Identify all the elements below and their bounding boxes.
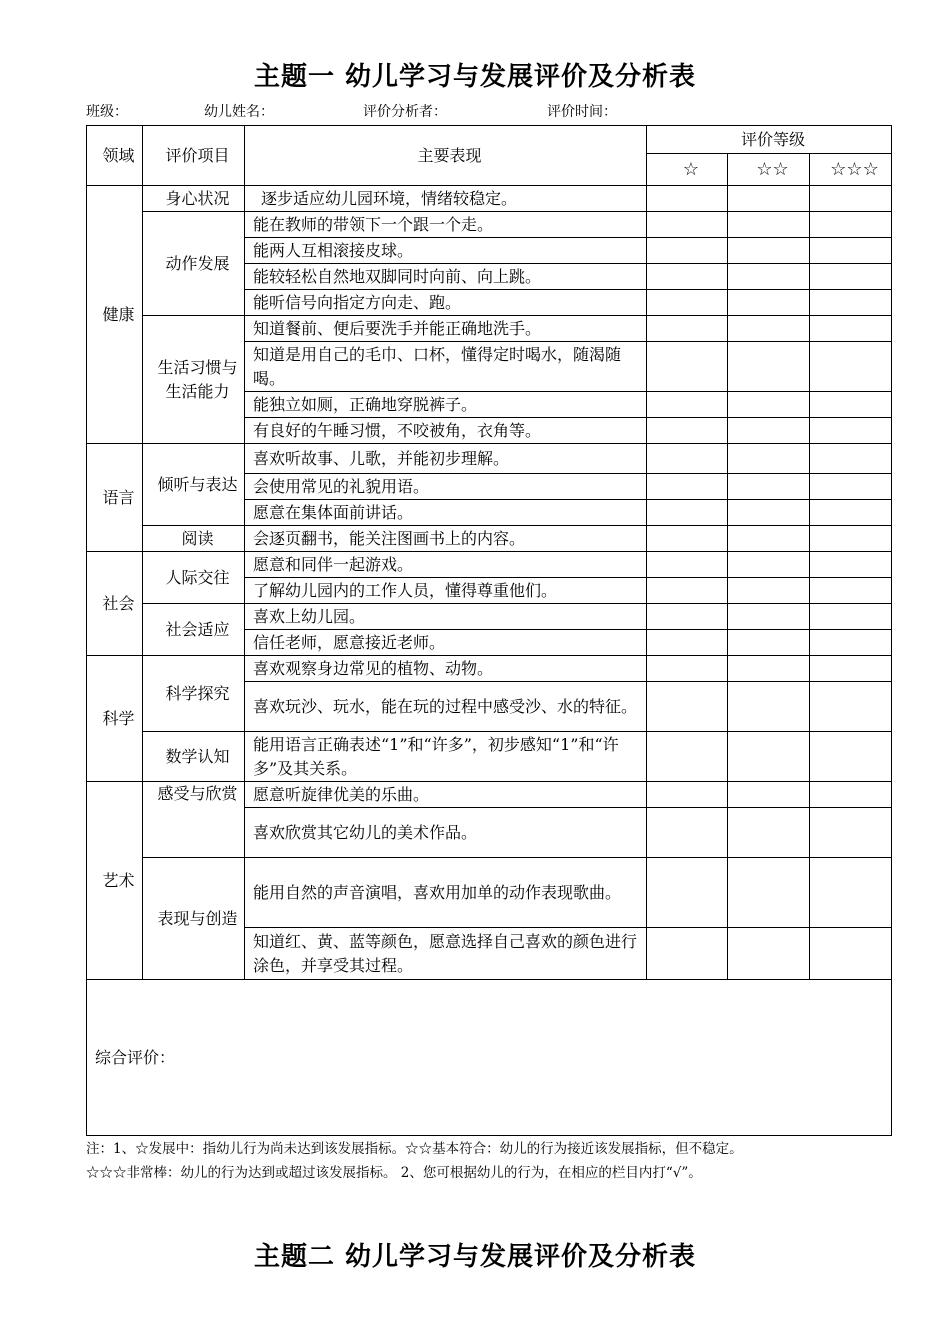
rating-cell[interactable] [810,316,892,342]
rating-cell[interactable] [810,656,892,682]
performance-cell: 知道餐前、便后要洗手并能正确地洗手。 [245,316,647,342]
rating-cell[interactable] [728,212,810,238]
rating-cell[interactable] [647,526,728,552]
performance-cell: 喜欢上幼儿园。 [245,604,647,630]
rating-cell[interactable] [647,682,728,732]
rating-cell[interactable] [647,858,728,928]
performance-cell: 喜欢玩沙、玩水，能在玩的过程中感受沙、水的特征。 [245,682,647,732]
performance-cell: 能较轻松自然地双脚同时向前、向上跳。 [245,264,647,290]
rating-cell[interactable] [810,500,892,526]
class-label: 班级： [86,104,128,120]
domain-health: 健康 [87,186,143,444]
evaluation-table [86,125,892,1136]
rating-cell[interactable] [810,444,892,474]
rating-cell[interactable] [728,630,810,656]
domain-science: 科学 [87,656,143,782]
rating-cell[interactable] [728,392,810,418]
rating-cell[interactable] [728,342,810,392]
rating-cell[interactable] [647,290,728,316]
rating-cell[interactable] [810,578,892,604]
rating-cell[interactable] [810,732,892,782]
rating-cell[interactable] [728,808,810,858]
rating-cell[interactable] [647,186,728,212]
item-express-create: 表现与创造 [143,858,245,980]
item-motor: 动作发展 [143,212,245,316]
rating-cell[interactable] [647,212,728,238]
item-interaction: 人际交往 [143,552,245,604]
rating-cell[interactable] [810,212,892,238]
rating-cell[interactable] [647,444,728,474]
rating-cell[interactable] [810,238,892,264]
performance-cell: 有良好的午睡习惯，不咬被角，衣角等。 [245,418,647,444]
rating-cell[interactable] [728,418,810,444]
header-item: 评价项目 [143,126,245,186]
rating-cell[interactable] [647,578,728,604]
rating-cell[interactable] [728,474,810,500]
page-title: 主题一 幼儿学习与发展评价及分析表 [253,62,697,92]
rating-cell[interactable] [810,418,892,444]
rating-cell[interactable] [647,418,728,444]
rating-cell[interactable] [810,474,892,500]
rating-cell[interactable] [647,392,728,418]
summary-cell[interactable]: 综合评价： [87,980,892,1136]
rating-cell[interactable] [647,474,728,500]
rating-cell[interactable] [728,858,810,928]
rating-cell[interactable] [728,578,810,604]
rating-cell[interactable] [647,238,728,264]
rating-cell[interactable] [647,732,728,782]
evaluator-label: 评价分析者： [363,104,447,120]
header-grade: 评价等级 [647,126,892,154]
rating-cell[interactable] [647,316,728,342]
rating-cell[interactable] [810,392,892,418]
rating-cell[interactable] [810,928,892,980]
rating-cell[interactable] [810,290,892,316]
rating-cell[interactable] [728,444,810,474]
performance-cell: 会逐页翻书，能关注图画书上的内容。 [245,526,647,552]
item-habits: 生活习惯与生活能力 [143,316,245,444]
rating-cell[interactable] [810,342,892,392]
domain-art: 艺术 [87,782,143,980]
item-reading: 阅读 [143,526,245,552]
performance-cell: 愿意在集体面前讲话。 [245,500,647,526]
rating-cell[interactable] [728,682,810,732]
performance-cell: 喜欢观察身边常见的植物、动物。 [245,656,647,682]
header-domain: 领域 [87,126,143,186]
item-physical-mental: 身心状况 [143,186,245,212]
rating-cell[interactable] [647,604,728,630]
domain-language: 语言 [87,444,143,552]
performance-cell: 了解幼儿园内的工作人员，懂得尊重他们。 [245,578,647,604]
rating-cell[interactable] [647,928,728,980]
performance-cell: 能听信号向指定方向走、跑。 [245,290,647,316]
rating-cell[interactable] [810,808,892,858]
performance-cell: 能用语言正确表述“1”和“许多”，初步感知“1”和“许多”及其关系。 [245,732,647,782]
rating-cell[interactable] [728,732,810,782]
rating-cell[interactable] [728,238,810,264]
performance-cell: 愿意听旋律优美的乐曲。 [245,782,647,808]
rating-cell[interactable] [647,630,728,656]
rating-cell[interactable] [810,782,892,808]
rating-cell[interactable] [647,500,728,526]
rating-cell[interactable] [647,342,728,392]
performance-cell: 会使用常见的礼貌用语。 [245,474,647,500]
rating-cell[interactable] [810,186,892,212]
footnote-line-2: ☆☆☆非常棒：幼儿的行为达到或超过该发展指标。 2、您可根据幼儿的行为，在相应的栏目内打“√”。 [86,1165,702,1181]
rating-cell[interactable] [810,630,892,656]
header-star-3: ☆☆☆ [810,154,892,186]
rating-cell[interactable] [810,552,892,578]
item-adaptation: 社会适应 [143,604,245,656]
rating-cell[interactable] [728,526,810,552]
rating-cell[interactable] [728,656,810,682]
rating-cell[interactable] [728,928,810,980]
rating-cell[interactable] [728,264,810,290]
evaluation-time-label: 评价时间： [547,104,617,120]
rating-cell[interactable] [728,186,810,212]
rating-cell[interactable] [810,604,892,630]
rating-cell[interactable] [647,552,728,578]
rating-cell[interactable] [810,526,892,552]
rating-cell[interactable] [728,604,810,630]
performance-cell: 喜欢欣赏其它幼儿的美术作品。 [245,808,647,858]
performance-cell: 信任老师，愿意接近老师。 [245,630,647,656]
rating-cell[interactable] [647,782,728,808]
rating-cell[interactable] [810,682,892,732]
child-name-label: 幼儿姓名： [204,104,274,120]
rating-cell[interactable] [810,858,892,928]
rating-cell[interactable] [728,782,810,808]
rating-cell[interactable] [728,552,810,578]
performance-cell: 知道红、黄、蓝等颜色，愿意选择自己喜欢的颜色进行涂色，并享受其过程。 [245,928,647,980]
rating-cell[interactable] [728,316,810,342]
header-star-2: ☆☆ [728,154,810,186]
item-math: 数学认知 [143,732,245,782]
performance-cell: 逐步适应幼儿园环境，情绪较稳定。 [245,186,647,212]
domain-social: 社会 [87,552,143,656]
performance-cell: 能在教师的带领下一个跟一个走。 [245,212,647,238]
rating-cell[interactable] [647,264,728,290]
header-star-1: ☆ [647,154,728,186]
item-listen-express: 倾听与表达 [143,444,245,526]
page-2-title: 主题二 幼儿学习与发展评价及分析表 [253,1242,697,1272]
rating-cell[interactable] [728,290,810,316]
performance-cell: 知道是用自己的毛巾、口杯，懂得定时喝水，随渴随喝。 [245,342,647,392]
item-science-inquiry: 科学探究 [143,656,245,732]
performance-cell: 愿意和同伴一起游戏。 [245,552,647,578]
footnote-line-1: 注：1、☆发展中：指幼儿行为尚未达到该发展指标。☆☆基本符合：幼儿的行为接近该发展指标，但不稳定。 [86,1141,743,1157]
performance-cell: 能独立如厕，正确地穿脱裤子。 [245,392,647,418]
header-performance: 主要表现 [245,126,647,186]
rating-cell[interactable] [647,808,728,858]
performance-cell: 能两人互相滚接皮球。 [245,238,647,264]
rating-cell[interactable] [810,264,892,290]
rating-cell[interactable] [647,656,728,682]
rating-cell[interactable] [728,500,810,526]
performance-cell: 喜欢听故事、儿歌，并能初步理解。 [245,444,647,474]
performance-cell: 能用自然的声音演唱，喜欢用加单的动作表现歌曲。 [245,858,647,928]
item-feel-appreciate: 感受与欣赏 [143,782,245,858]
